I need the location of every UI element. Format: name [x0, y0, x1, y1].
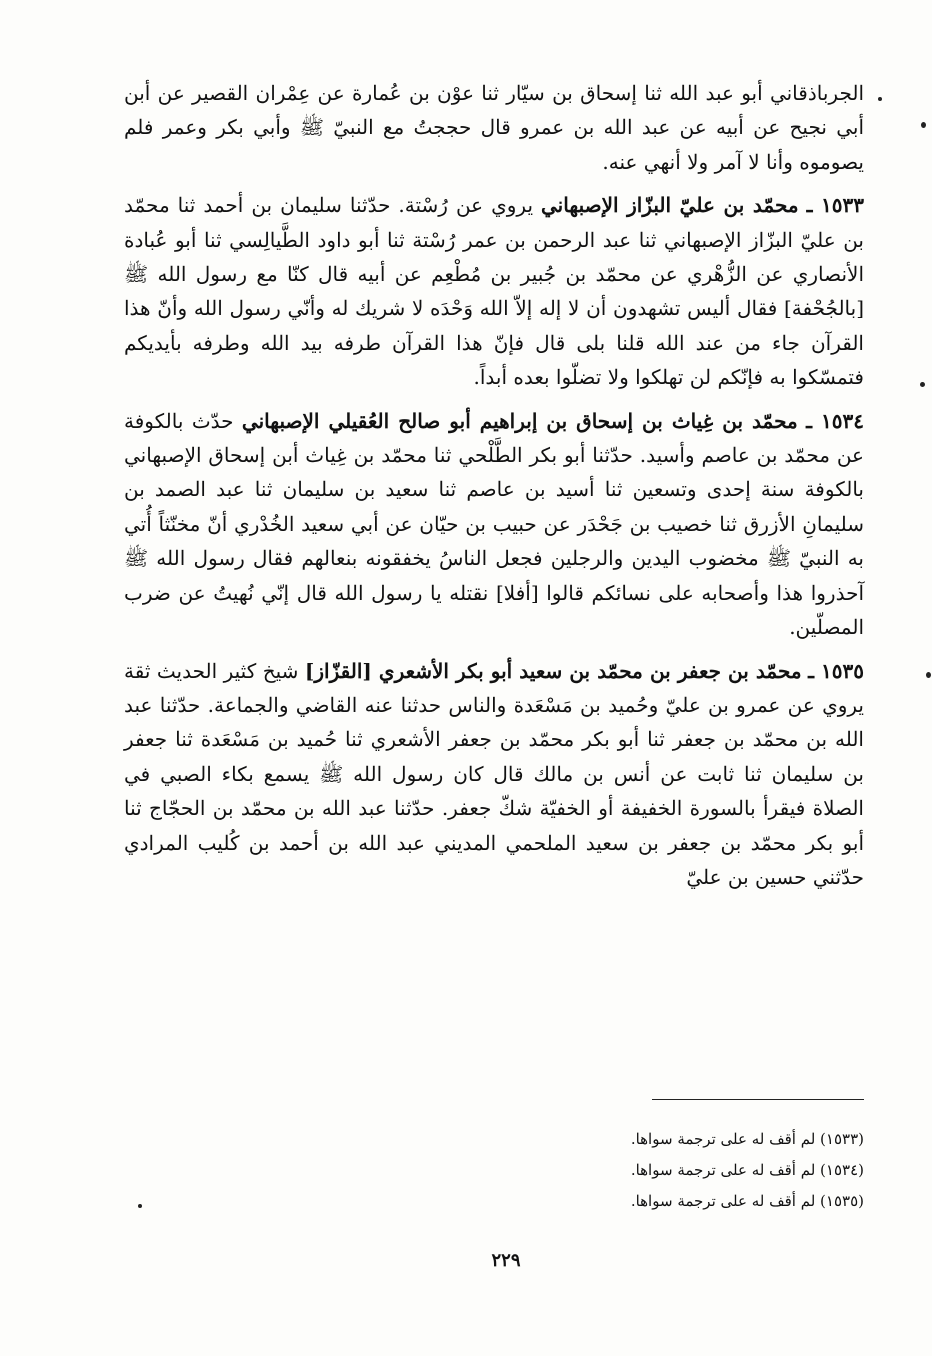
- main-text: [124, 76, 864, 903]
- footnote-divider: [652, 1099, 864, 1100]
- page-number: ٢٢٩: [491, 1250, 521, 1271]
- scan-speck: [920, 382, 925, 387]
- entry-body: يروي عن رُسْتة. حدّثنا سليمان بن أحمد ثنا محمّد بن عليّ البزّاز الإصبهاني ثنا عبد الرحمن بن عمر رُسْتة ثنا أبو داود الطَّيالِسي ثنا أبو عُبادة الأنصاري عن الزُّهْري عن محمّد بن جُبير بن مُطْعِم عن أبيه قال كنّا مع رسول الله ﷺ [بالجُحْفة] فقال أليس تشهدون أن لا إله إلاّ الله وَحْدَه لا شريك له وأنّي رسول الله وأنّ هذا القرآن جاء من عند الله قلنا بلى قال فإنّ هذا القرآن طرفه بيد الله وطرفه بأيديكم فتمسّكوا به فإنّكم لن تهلكوا ولا تضلّوا بعده أبداً.: [124, 193, 864, 390]
- entry-body: شيخ كثير الحديث ثقة يروي عن عمرو بن عليّ وحُميد بن مَسْعَدة والناس حدثنا عنه القاضي والجماعة. حدّثنا عبد الله بن محمّد بن جعفر ثنا أبو بكر محمّد بن جعفر الأشعري ثنا حُميد بن مَسْعَدة ثنا جعفر بن سليمان ثنا ثابت عن أنس بن مالك قال كان رسول الله ﷺ يسمع بكاء الصبي في الصلاة فيقرأ بالسورة الخفيفة أو الخفيّة شكّ جعفر. حدّثنا عبد الله بن محمّد بن الحجّاج ثنا أبو بكر محمّد بن جعفر بن سعيد الملحمي المديني عبد الله بن أحمد بن كُليب المرادي حدّثني حسين بن عليّ: [124, 658, 864, 889]
- entry-1534: [124, 404, 864, 645]
- footnotes: [420, 1124, 864, 1217]
- entry-number: ١٥٣٥ ـ: [808, 658, 864, 683]
- footnote-1534: (١٥٣٤) لم أقف له على ترجمة سواها.: [630, 1161, 864, 1179]
- scan-speck: [878, 97, 882, 101]
- entry-title: محمّد بن غِياث بن إسحاق بن إبراهيم أبو صالح العُقيلي الإصبهاني: [241, 408, 798, 433]
- scan-speck: [138, 1204, 142, 1208]
- scan-speck: [921, 122, 926, 128]
- entry-body: حدّث بالكوفة عن محمّد بن عاصم وأسيد. حدّثنا أبو بكر الطَّلْحي ثنا محمّد بن غِياث أبن إسحاق الإصبهاني بالكوفة سنة إحدى وتسعين ثنا أسيد بن عاصم ثنا سعيد بن سليمان ثنا عبد الصمد بن سليمانِ الأزرق ثنا خصيب بن جَحْدَر عن حبيب بن حيّان عن أبي سعيد الخُدْري أنّ مخنّثاً أُتي به النبيّ ﷺ مخضوب اليدين والرجلين فجعل الناسُ يخفقونه بنعالهم فقال رسول الله ﷺ آحذروا هذا وأصحابه على نسائكم قالوا [أفلا] نقتله يا رسول الله قال إنّي نُهيتُ عن ضرب المصلّين.: [124, 408, 864, 640]
- entry-1535: [124, 654, 864, 895]
- footnote-1535: (١٥٣٥) لم أقف له على ترجمة سواها.: [630, 1192, 864, 1210]
- entry-number: ١٥٣٣ ـ: [806, 193, 865, 218]
- entry-title: محمّد بن عليّ البزّاز الإصبهاني: [541, 193, 799, 218]
- entry-1533: [124, 188, 864, 394]
- entry-number: ١٥٣٤ ـ: [806, 408, 864, 433]
- scan-speck: [926, 672, 931, 678]
- footnote-1533: (١٥٣٣) لم أقف له على ترجمة سواها.: [630, 1130, 864, 1148]
- entry-title: محمّد بن جعفر بن محمّد بن سعيد أبو بكر الأشعري [القزّاز]: [304, 658, 802, 683]
- intro-paragraph: الجرباذقاني أبو عبد الله ثنا إسحاق بن سيّار ثنا عوْن بن عُمارة عن عِمْران القصير عن أبن أبي نجيح عن أبيه عن عبد الله بن عمرو قال حججتُ مع النبيّ ﷺ وأبي بكر وعمر فلم يصوموه وأنا لا آمر ولا أنهي عنه.: [124, 81, 865, 174]
